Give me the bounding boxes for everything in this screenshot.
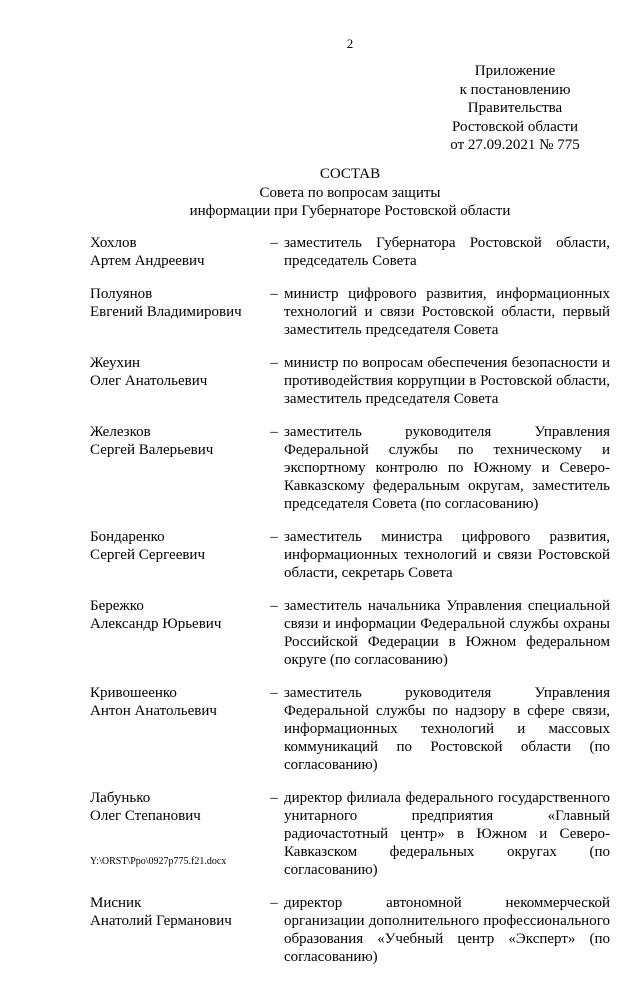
member-dash: – — [270, 529, 278, 545]
appendix-line: от 27.09.2021 № 775 — [450, 137, 580, 153]
document-subtitle-line: информации при Губернаторе Ростовской области — [189, 203, 511, 219]
member-role: заместитель руководителя Управления Федеральной службы по техническому и экспортному контролю по Южному и Северо-Кавказскому федеральным округам, заместитель председателя Совета (по согласованию) — [284, 424, 610, 512]
appendix-line: Ростовской области — [452, 118, 578, 135]
document-subtitle-line: Совета по вопросам защиты — [259, 184, 441, 201]
member-given-names: Артем Андреевич — [90, 253, 205, 269]
member-row — [90, 234, 610, 270]
members-list — [90, 234, 610, 981]
member-surname: Хохлов — [90, 235, 137, 251]
appendix-block — [445, 62, 585, 155]
document-title: СОСТАВ — [319, 166, 381, 182]
member-name — [90, 354, 264, 408]
member-given-names: Александр Юрьевич — [90, 616, 222, 632]
member-row — [90, 423, 610, 513]
member-name — [90, 234, 264, 270]
member-surname: Мисник — [90, 895, 142, 911]
member-dash: – — [270, 790, 278, 806]
member-dash: – — [270, 424, 278, 440]
member-surname: Жеухин — [90, 355, 141, 371]
member-name — [90, 684, 264, 774]
member-given-names: Евгений Владимирович — [90, 304, 242, 320]
member-dash: – — [270, 598, 278, 614]
appendix-line: к постановлению — [459, 81, 571, 98]
member-dash: – — [270, 235, 278, 251]
member-role: директор автономной некоммерческой организации дополнительного профессионального образования «Учебный центр «Эксперт» (по согласованию) — [284, 895, 610, 965]
member-row — [90, 597, 610, 669]
member-dash: – — [270, 895, 278, 911]
member-surname: Лабунько — [90, 790, 151, 806]
member-given-names: Сергей Сергеевич — [90, 547, 206, 563]
appendix-line: Правительства — [467, 100, 563, 116]
member-role: заместитель Губернатора Ростовской области, председатель Совета — [284, 235, 610, 269]
member-name — [90, 423, 264, 513]
member-row — [90, 285, 610, 339]
member-name — [90, 528, 264, 582]
member-role: министр цифрового развития, информационных технологий и связи Ростовской области, первый заместитель председателя Совета — [284, 286, 610, 338]
document-heading — [0, 165, 640, 221]
appendix-line: Приложение — [474, 63, 556, 79]
member-given-names: Олег Степанович — [90, 808, 201, 824]
member-surname: Бережко — [90, 598, 144, 614]
member-surname: Полуянов — [90, 286, 153, 302]
member-role: министр по вопросам обеспечения безопасности и противодействия коррупции в Ростовской области, заместитель председателя Совета — [284, 355, 610, 407]
member-given-names: Олег Анатольевич — [90, 373, 208, 389]
member-row — [90, 528, 610, 582]
member-row — [90, 354, 610, 408]
member-row — [90, 684, 610, 774]
member-surname: Бондаренко — [90, 529, 165, 545]
member-surname: Кривошеенко — [90, 685, 177, 701]
member-name — [90, 285, 264, 339]
member-given-names: Анатолий Германович — [90, 913, 232, 929]
member-role: заместитель министра цифрового развития, информационных технологий и связи Ростовской области, секретарь Совета — [284, 529, 610, 581]
footer-file-path: Y:\ORST\Ppo\0927p775.f21.docx — [90, 856, 227, 867]
member-role: заместитель начальника Управления специальной связи и информации Федеральной службы охраны Российской Федерации в Южном федеральном округе (по согласованию) — [284, 598, 610, 668]
member-role: заместитель руководителя Управления Федеральной службы по надзору в сфере связи, информационных технологий и массовых коммуникаций по Ростовской области (по согласованию) — [284, 685, 610, 773]
member-given-names: Сергей Валерьевич — [90, 442, 214, 458]
member-dash: – — [270, 286, 278, 302]
member-dash: – — [270, 685, 278, 701]
page-number: 2 — [346, 36, 354, 51]
member-surname: Железков — [90, 424, 151, 440]
member-name — [90, 597, 264, 669]
member-given-names: Антон Анатольевич — [90, 703, 217, 719]
member-role: директор филиала федерального государственного унитарного предприятия «Главный радиочастотный центр» в Южном и Северо-Кавказском федеральных округах (по согласованию) — [284, 790, 610, 878]
member-dash: – — [270, 355, 278, 371]
